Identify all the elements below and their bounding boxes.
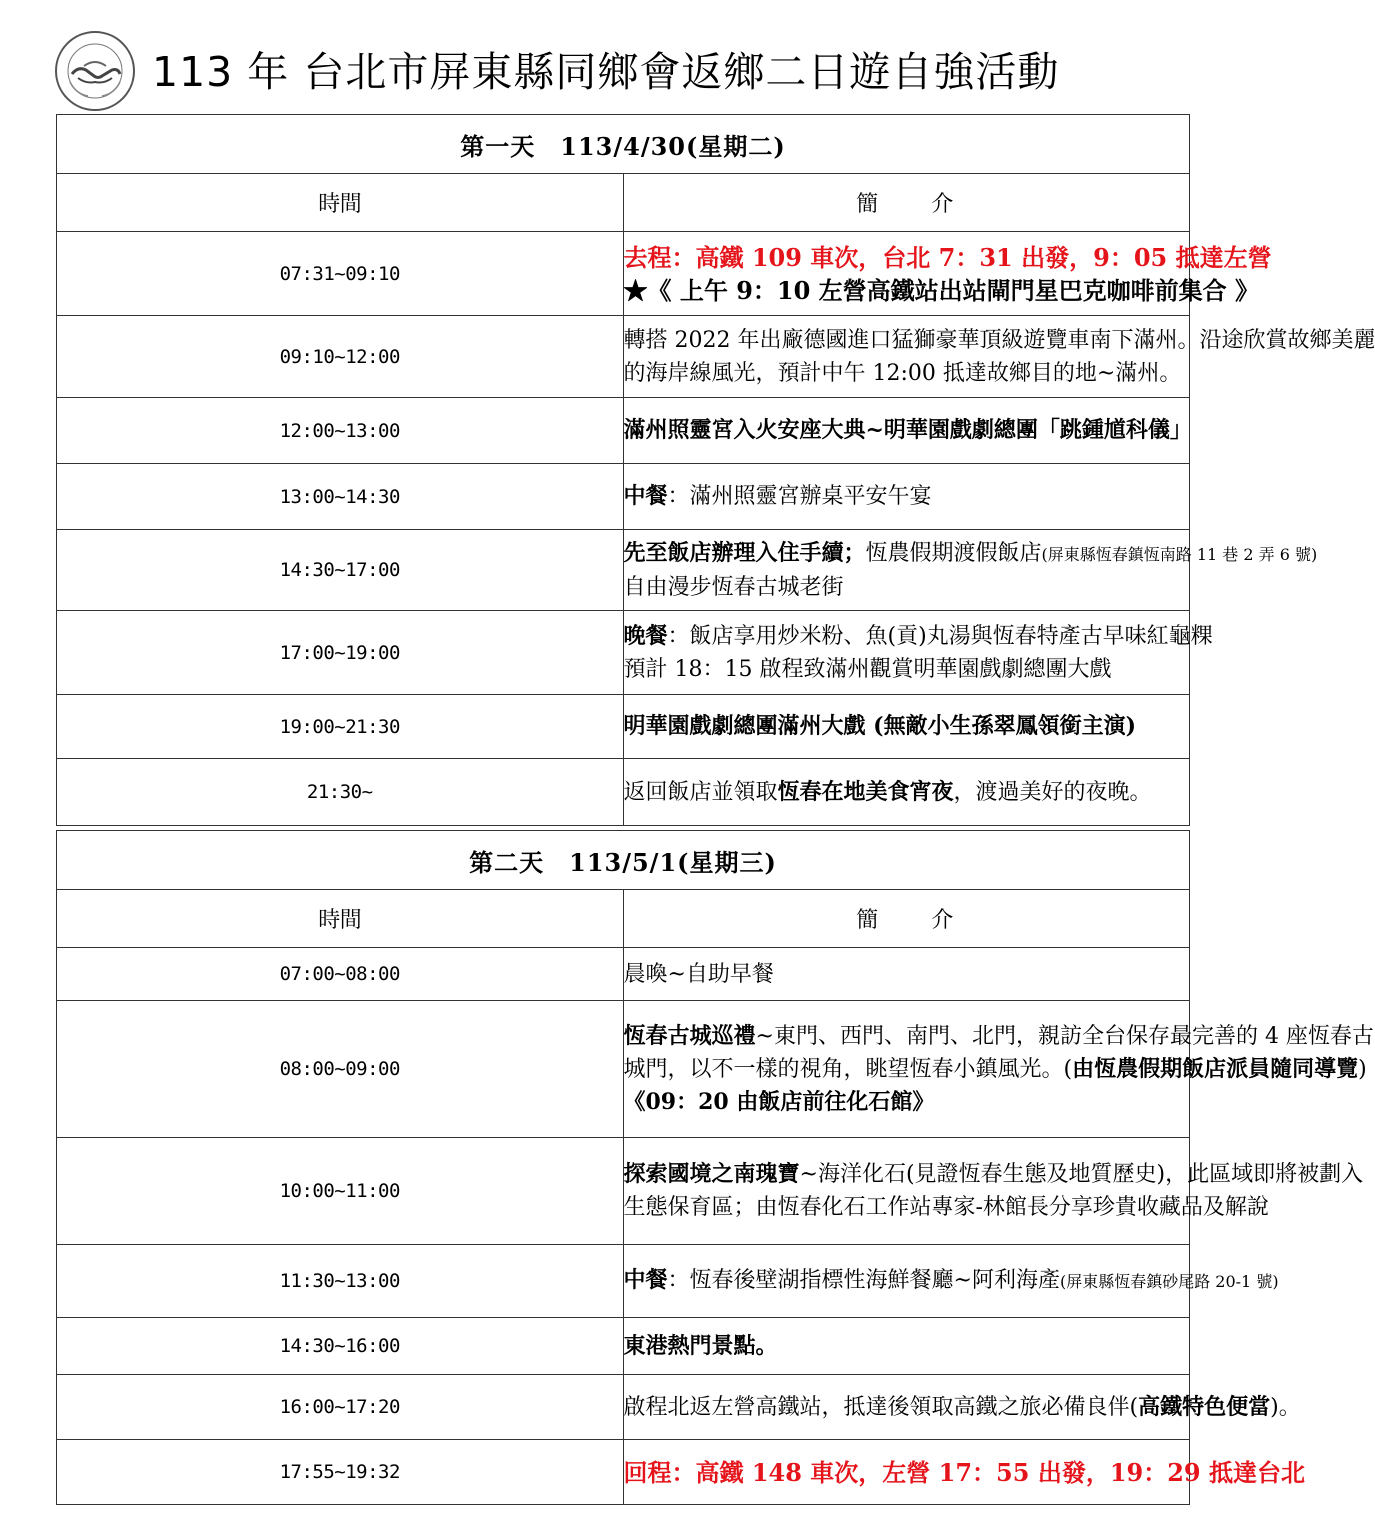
desc-line: 晨喚~自助早餐 xyxy=(623,961,774,987)
desc-bold: 高鐵特色便當 xyxy=(1138,1393,1271,1420)
day2-col-desc: 簡 介 xyxy=(623,890,1190,948)
day1-schedule-table xyxy=(56,114,1375,826)
desc-bold: 恆春在地美食宵夜 xyxy=(777,778,954,805)
desc-bold: 探索國境之南瑰寶 xyxy=(623,1161,800,1187)
desc-bold: 晚餐 xyxy=(623,622,668,649)
desc-text: 返回飯店並領取 xyxy=(623,779,778,805)
desc-cell xyxy=(623,1375,1301,1440)
table-row xyxy=(57,759,1190,826)
desc-line: 生態保育區；由恆春化石工作站專家-林館長分享珍貴收藏品及解說 xyxy=(623,1195,1269,1220)
time-cell: 14:30~17:00 xyxy=(57,530,624,611)
desc-line: 明華園戲劇總團滿州大戲 (無敵小生孫翠鳳領銜主演) xyxy=(623,713,1136,739)
time-cell: 07:00~08:00 xyxy=(57,948,624,1001)
table-row xyxy=(57,1440,1190,1505)
desc-line: 預計 18：15 啟程致滿州觀賞明華園戲劇總團大戲 xyxy=(623,656,1112,682)
time-cell: 16:00~17:20 xyxy=(57,1375,624,1440)
page-header xyxy=(0,0,1241,114)
desc-bold: 中餐 xyxy=(623,1267,668,1293)
time-cell: 08:00~09:00 xyxy=(57,1001,624,1138)
desc-line: 的海岸線風光，預計中午 12:00 抵達故鄉目的地~滿州。 xyxy=(623,360,1182,386)
table-row xyxy=(57,398,1190,464)
time-cell: 07:31~09:10 xyxy=(57,232,624,316)
day1-column-header-row xyxy=(57,174,1190,232)
table-row xyxy=(57,1245,1190,1318)
day2-heading: 第二天 113/5/1(星期三) xyxy=(57,831,1190,890)
desc-cell xyxy=(623,232,1272,316)
table-row xyxy=(57,530,1190,611)
desc-cell xyxy=(623,398,1190,464)
day1-heading-row xyxy=(57,115,1190,174)
day1-col-time: 時間 xyxy=(57,174,624,232)
meeting-point-text: ★《 上午 9：10 左營高鐵站出站閘門星巴克咖啡前集合 》 xyxy=(623,275,1260,305)
desc-line: 滿州照靈宮入火安座大典~明華園戲劇總團「跳鍾馗科儀」 xyxy=(623,417,1192,443)
desc-text: 恆農假期渡假飯店 xyxy=(865,540,1042,566)
table-row xyxy=(57,1001,1190,1138)
day1-col-desc: 簡 介 xyxy=(623,174,1190,232)
desc-text: ) xyxy=(1358,1056,1367,1082)
desc-text: ~東門、西門、南門、北門，親訪全台保存最完善的 4 座恆春古 xyxy=(755,1023,1374,1049)
time-cell: 09:10~12:00 xyxy=(57,316,624,398)
table-row xyxy=(57,948,1190,1001)
desc-line: 轉搭 2022 年出廠德國進口猛獅豪華頂級遊覽車南下滿州。沿途欣賞故鄉美麗 xyxy=(623,327,1375,353)
day1-heading: 第一天 113/4/30(星期二) xyxy=(57,115,1190,174)
day2-heading-row xyxy=(57,831,1190,890)
time-cell: 14:30~16:00 xyxy=(57,1318,624,1375)
table-row xyxy=(57,1138,1190,1245)
desc-cell xyxy=(623,759,1190,826)
hotel-address: (屏東縣恆春鎮恆南路 11 巷 2 弄 6 號) xyxy=(1041,544,1318,564)
desc-cell xyxy=(623,316,1375,398)
desc-text: ，渡過美好的夜晚。 xyxy=(953,779,1152,805)
desc-line: 東港熱門景點。 xyxy=(623,1332,778,1359)
time-cell: 12:00~13:00 xyxy=(57,398,624,464)
time-cell: 17:00~19:00 xyxy=(57,611,624,695)
desc-text: 啟程北返左營高鐵站，抵達後領取高鐵之旅必備良伴( xyxy=(623,1394,1139,1420)
restaurant-address: (屏東縣恆春鎮砂尾路 20-1 號) xyxy=(1059,1272,1279,1291)
desc-text: 城門，以不一樣的視角，眺望恆春小鎮風光。( xyxy=(623,1056,1073,1082)
table-row xyxy=(57,695,1190,759)
outbound-train-text: 去程：高鐵 109 車次，台北 7：31 出發，9：05 抵達左營 xyxy=(623,242,1272,272)
page-title: 113 年 台北市屏東縣同鄉會返鄉二日遊自強活動 xyxy=(152,48,1060,96)
desc-cell xyxy=(623,1001,1374,1138)
time-cell: 19:00~21:30 xyxy=(57,695,624,759)
table-row xyxy=(57,1375,1190,1440)
desc-cell xyxy=(623,1440,1305,1505)
desc-cell xyxy=(623,530,1318,611)
day2-schedule-table xyxy=(56,830,1374,1505)
desc-bold: 由恆農假期飯店派員隨同導覽 xyxy=(1072,1055,1359,1082)
return-train-text: 回程：高鐵 148 車次，左營 17：55 出發，19：29 抵達台北 xyxy=(623,1457,1305,1487)
table-row xyxy=(57,316,1190,398)
desc-cell xyxy=(623,1138,1364,1245)
desc-bold: 先至飯店辦理入住手續； xyxy=(623,539,866,566)
desc-cell xyxy=(623,1245,1279,1318)
time-cell: 21:30~ xyxy=(57,759,624,826)
table-row xyxy=(57,1318,1190,1375)
desc-text: )。 xyxy=(1270,1394,1301,1420)
desc-cell xyxy=(623,1318,1190,1375)
day2-col-time: 時間 xyxy=(57,890,624,948)
desc-line: 自由漫步恆春古城老街 xyxy=(623,574,844,600)
time-cell: 13:00~14:30 xyxy=(57,464,624,530)
table-row xyxy=(57,611,1190,695)
desc-bold: 恆春古城巡禮 xyxy=(623,1022,756,1049)
desc-text: ~海洋化石(見證恆春生態及地質歷史)，此區域即將被劃入 xyxy=(799,1162,1364,1187)
desc-line: 《09：20 由飯店前往化石館》 xyxy=(623,1088,935,1115)
desc-cell xyxy=(623,695,1190,759)
desc-cell xyxy=(623,611,1213,695)
hometown-association-handshake-seal-icon xyxy=(54,30,136,112)
desc-text: ：滿州照靈宮辦桌平安午宴 xyxy=(667,484,932,509)
desc-text: ：飯店享用炒米粉、魚(貢)丸湯與恆春特產古早味紅龜粿 xyxy=(667,623,1213,649)
table-row xyxy=(57,232,1190,316)
table-row xyxy=(57,464,1190,530)
time-cell: 11:30~13:00 xyxy=(57,1245,624,1318)
day2-column-header-row xyxy=(57,890,1190,948)
desc-cell xyxy=(623,948,1190,1001)
desc-bold: 中餐 xyxy=(623,483,668,509)
desc-text: ：恆春後壁湖指標性海鮮餐廳~阿利海產 xyxy=(667,1268,1060,1293)
time-cell: 10:00~11:00 xyxy=(57,1138,624,1245)
time-cell: 17:55~19:32 xyxy=(57,1440,624,1505)
desc-cell xyxy=(623,464,1190,530)
